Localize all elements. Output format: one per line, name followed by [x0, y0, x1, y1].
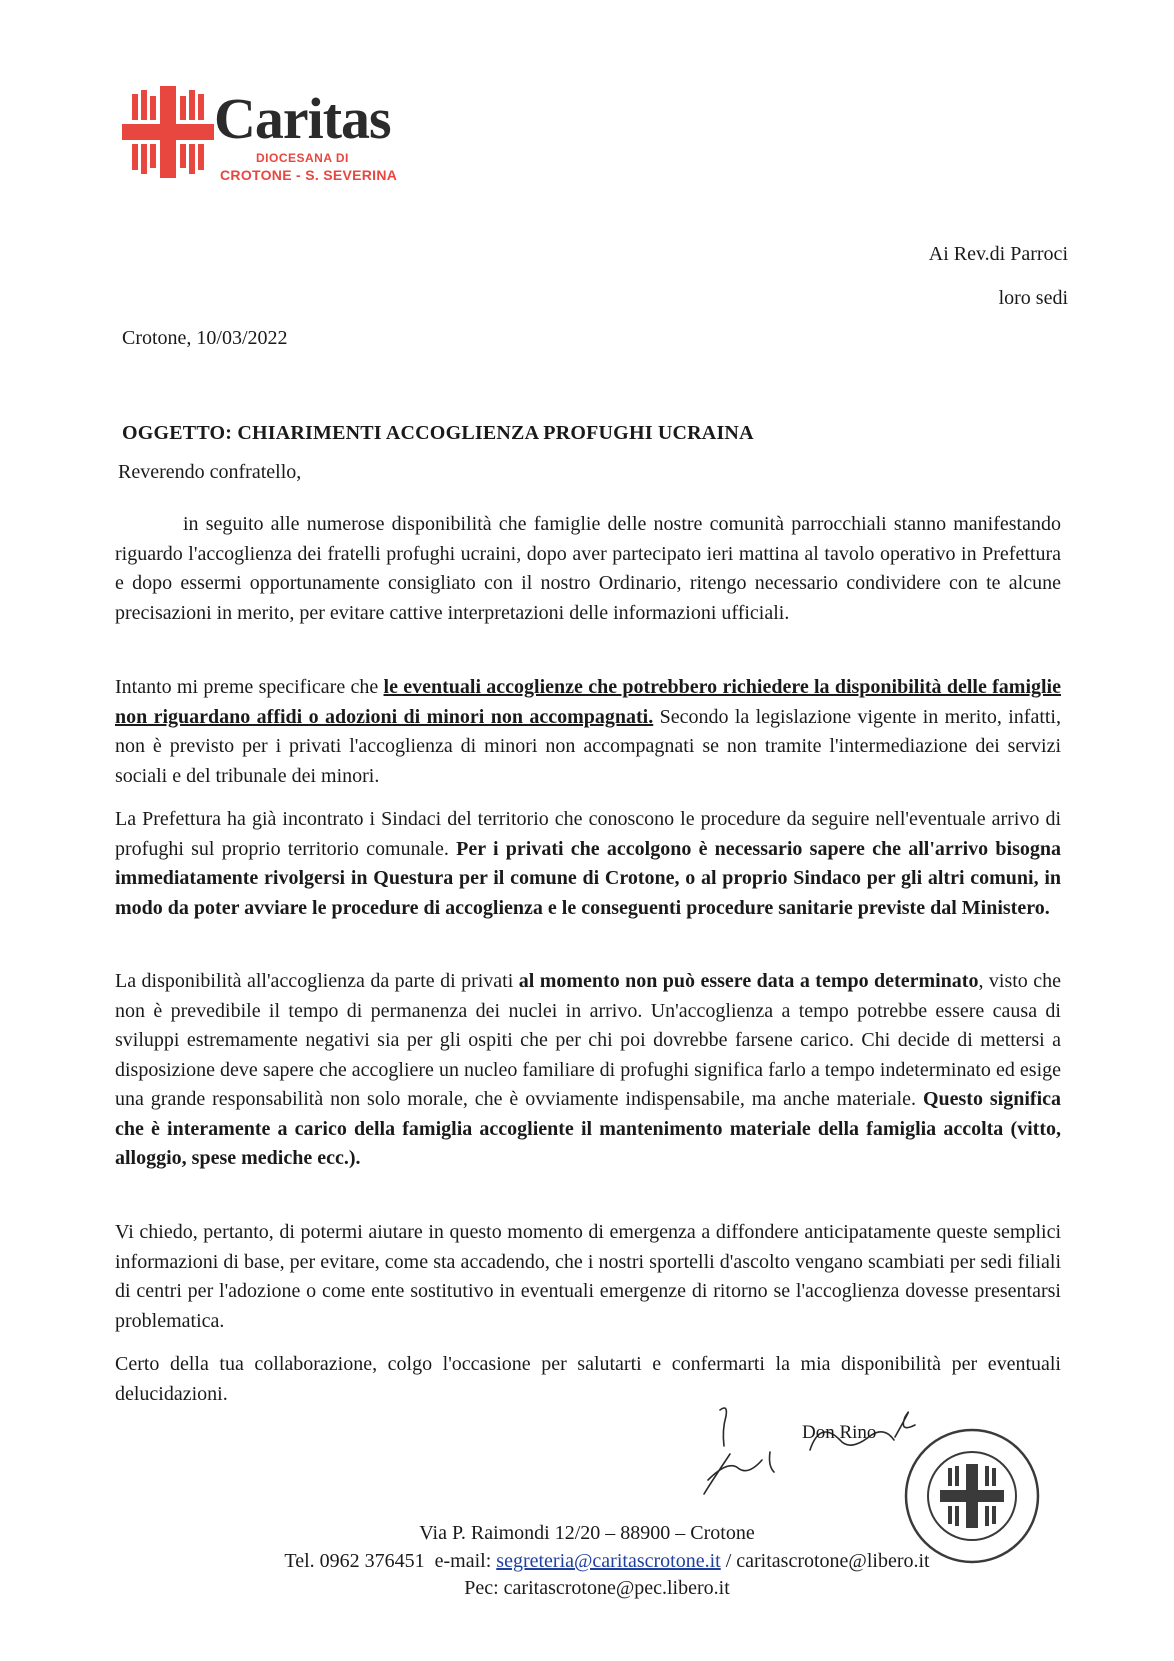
paragraph-2-intro: Intanto mi preme specificare che	[115, 676, 384, 698]
caritas-cross-logo-icon	[122, 86, 214, 178]
logo-subtitle-diocese: DIOCESANA DI	[256, 151, 349, 165]
footer-email-label: e-mail:	[434, 1550, 492, 1572]
paragraph-4-intro: La disponibilità all'accoglienza da parte di privati	[115, 970, 519, 992]
paragraph-2-emphasis: le eventuali accoglienze che potrebbero richiedere la disponibilità delle famiglie non riguardano affidi o adozioni di minori non accompagnati.	[115, 676, 1061, 728]
caritas-logo	[122, 86, 422, 196]
paragraph-3-emphasis: Per i privati che accolgono è necessario sapere che all'arrivo bisogna immediatamente rivolgersi in Questura per il comune di Crotone, o al proprio Sindaco per gli altri comuni, in modo da poter avviare le procedure di accoglienza e le conseguenti procedure sanitarie previste dal Ministero.	[115, 837, 1062, 919]
paragraph-6: Certo della tua collaborazione, colgo l'occasione per salutarti e confermarti la mia disponibilità per eventuali delucidazioni.	[115, 1353, 1061, 1405]
paragraph-4	[115, 967, 1061, 1174]
paragraph-4-emphasis-1: al momento non può essere data a tempo determinato	[518, 970, 979, 992]
addressee-line-1: Ai Rev.di Parroci	[928, 243, 1068, 265]
logo-wordmark: Caritas	[214, 86, 391, 151]
footer-email-link[interactable]: segreteria@caritascrotone.it	[496, 1550, 721, 1572]
footer-pec: Pec: caritascrotone@pec.libero.it	[464, 1577, 730, 1599]
footer-email-separator: /	[720, 1550, 737, 1572]
footer-email-2: caritascrotone@libero.it	[736, 1550, 930, 1572]
handwritten-signature-icon	[700, 1402, 930, 1512]
signatory-name: Don Rino	[802, 1422, 877, 1443]
footer-phone: Tel. 0962 376451	[284, 1550, 425, 1572]
caritas-diocesan-stamp-icon	[902, 1426, 1042, 1566]
letter-subject: OGGETTO: CHIARIMENTI ACCOGLIENZA PROFUGHI UCRAINA	[122, 422, 754, 444]
footer-address: Via P. Raimondi 12/20 – 88900 – Crotone	[419, 1522, 755, 1544]
footer-contacts	[20, 1550, 1174, 1573]
letter-date: Crotone, 10/03/2022	[122, 327, 288, 349]
paragraph-5: Vi chiedo, pertanto, di potermi aiutare in questo momento di emergenza a diffondere anticipatamente queste semplici informazioni di base, per evitare, come sta accadendo, che i nostri sportelli d'ascolto vengano scambiati per sedi filiali di centri per l'adozione o come ente sostitutivo in eventuali emergenze di ritorno se l'accoglienza dovesse presentarsi problematica.	[115, 1221, 1061, 1332]
salutation: Reverendo confratello,	[118, 461, 302, 483]
paragraph-2-rest: Secondo la legislazione vigente in merito, infatti, non è previsto per i privati l'accoglienza di minori non accompagnati se non tramite l'intermediazione dei servizi sociali e del tribunale dei minori.	[115, 705, 1061, 787]
paragraph-4-middle: , visto che non è prevedibile il tempo di permanenza dei nuclei in arrivo. Un'accoglienza a tempo potrebbe essere causa di sviluppi estremamente negativi sia per gli ospiti che per chi poi dovrebbe farsene carico. Chi decide di mettersi a disposizione deve sapere che accogliere un nucleo familiare di profughi significa farlo a tempo indeterminato ed esige una grande responsabilità non solo morale, che è ovviamente indispensabile, ma anche materiale.	[115, 970, 1061, 1110]
paragraph-3-intro: La Prefettura ha già incontrato i Sindaci del territorio che conoscono le procedure da seguire nell'eventuale arrivo di profughi sul proprio territorio comunale.	[115, 808, 1061, 860]
paragraph-3	[115, 805, 1061, 923]
logo-subtitle-city: CROTONE - S. SEVERINA	[220, 167, 398, 183]
addressee-line-2: loro sedi	[998, 287, 1068, 309]
paragraph-1: in seguito alle numerose disponibilità che famiglie delle nostre comunità parrocchiali stanno manifestando riguardo l'accoglienza dei fratelli profughi ucraini, dopo aver partecipato ieri mattina al tavolo operativo in Prefettura e dopo essermi opportunamente consigliato con il nostro Ordinario, ritengo necessario condividere con te alcune precisazioni in merito, per evitare cattive interpretazioni delle informazioni ufficiali.	[115, 513, 1061, 624]
paragraph-2	[115, 673, 1061, 791]
paragraph-4-emphasis-2: Questo significa che è interamente a carico della famiglia accogliente il mantenimento materiale della famiglia accolta (vitto, alloggio, spese mediche ecc.).	[115, 1088, 1061, 1169]
